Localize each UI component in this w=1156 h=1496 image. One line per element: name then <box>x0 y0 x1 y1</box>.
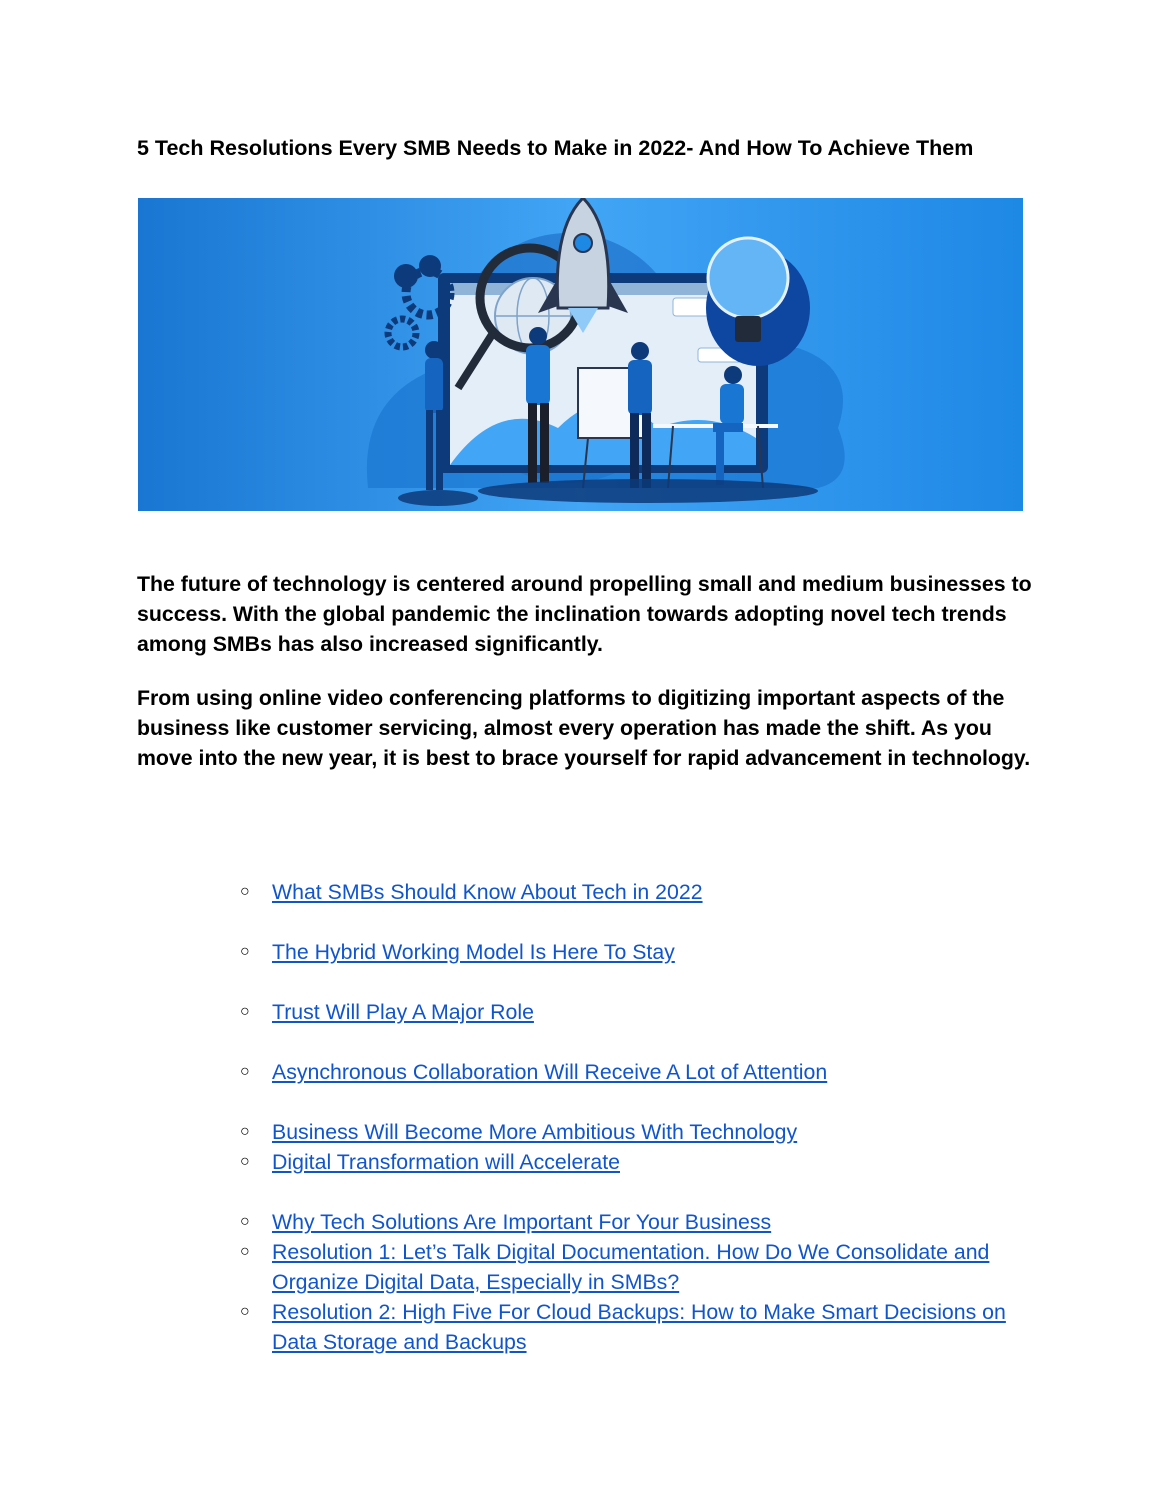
page-title: 5 Tech Resolutions Every SMB Needs to Make in 2022- And How To Achieve Them <box>137 136 974 160</box>
bullet-icon: ○ <box>240 1303 250 1320</box>
bullet-icon: ○ <box>240 1123 250 1140</box>
list-item <box>240 1297 1030 1357</box>
bullet-icon: ○ <box>240 943 250 960</box>
list-item <box>240 997 1030 1027</box>
list-item <box>240 937 1030 967</box>
bullet-icon: ○ <box>240 1153 250 1170</box>
intro-paragraph: The future of technology is centered around propelling small and medium businesses to success. With the global pandemic the inclination towards adopting novel tech trends among SMBs has also increased significantly. <box>137 572 1032 656</box>
bullet-icon: ○ <box>240 883 250 900</box>
toc-link-digital-transformation[interactable]: Digital Transformation will Accelerate <box>272 1150 620 1174</box>
toc-link-resolution-1[interactable]: Resolution 1: Let’s Talk Digital Documentation. How Do We Consolidate and Organize Digital Data, Especially in SMBs? <box>272 1240 990 1294</box>
toc-link-trust[interactable]: Trust Will Play A Major Role <box>272 1000 534 1024</box>
toc-link-async-collaboration[interactable]: Asynchronous Collaboration Will Receive A Lot of Attention <box>272 1060 828 1084</box>
bullet-icon: ○ <box>240 1213 250 1230</box>
list-item <box>240 1207 1030 1237</box>
bullet-icon: ○ <box>240 1003 250 1020</box>
toc-link-hybrid-working[interactable]: The Hybrid Working Model Is Here To Stay <box>272 940 675 964</box>
toc-link-resolution-2[interactable]: Resolution 2: High Five For Cloud Backups: How to Make Smart Decisions on Data Storage and Backups <box>272 1300 1006 1354</box>
list-item <box>240 1057 1030 1087</box>
hero-illustration <box>138 198 1023 511</box>
bullet-icon: ○ <box>240 1243 250 1260</box>
list-item <box>240 1117 1030 1147</box>
bullet-icon: ○ <box>240 1063 250 1080</box>
toc-link-why-tech-solutions[interactable]: Why Tech Solutions Are Important For Your Business <box>272 1210 772 1234</box>
toc-link-tech-2022[interactable]: What SMBs Should Know About Tech in 2022 <box>272 880 703 904</box>
list-item <box>240 1237 1030 1297</box>
body-paragraph: From using online video conferencing platforms to digitizing important aspects of the business like customer servicing, almost every operation has made the shift. As you move into the new year, it is best to brace yourself for rapid advancement in technology. <box>137 686 1031 770</box>
list-item <box>240 877 1030 907</box>
table-of-contents <box>240 877 1030 1357</box>
list-item <box>240 1147 1030 1177</box>
toc-link-ambitious-business[interactable]: Business Will Become More Ambitious With Technology <box>272 1120 798 1144</box>
